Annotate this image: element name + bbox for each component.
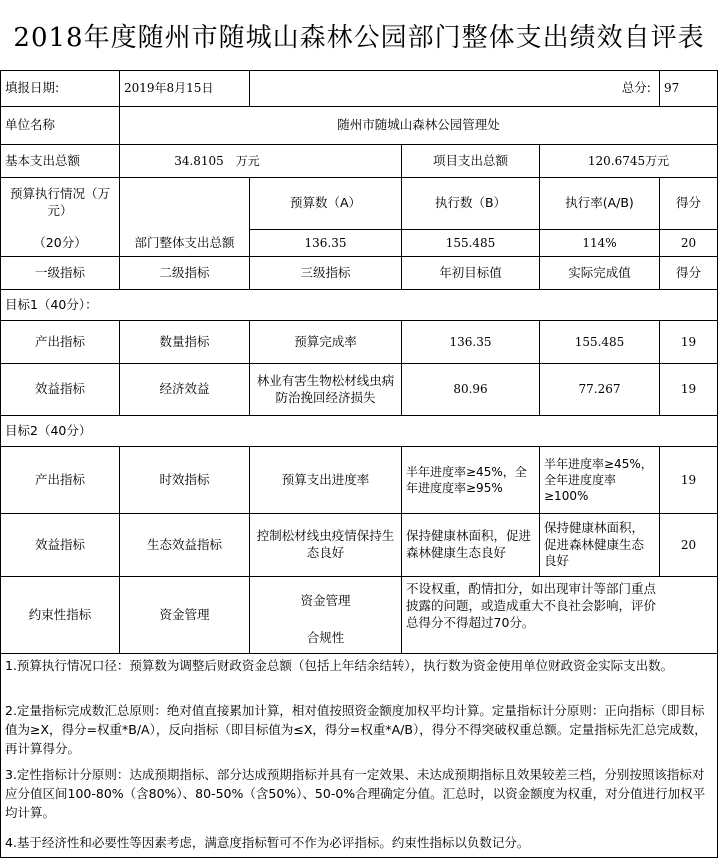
table-row-goal1-l1: 产出指标 bbox=[34, 333, 85, 349]
budget-execution-label: 预算执行情况（万元） bbox=[9, 186, 110, 218]
basic-expenditure-value: 34.8105 万元 bbox=[174, 153, 260, 168]
total-score-value: 97 bbox=[664, 81, 680, 96]
fill-date-label: 填报日期: bbox=[5, 80, 60, 96]
table-row-goal2-target: 半年进度率≥45%，全年进度度率≥95% bbox=[406, 464, 527, 495]
header-level3: 三级指标 bbox=[300, 264, 351, 280]
exec-amount-value: 155.485 bbox=[445, 235, 496, 250]
note-4: 4.基于经济性和必要性等因素考虑，满意度指标暂可不作为必评指标。约束性指标以负数记分。 bbox=[5, 835, 530, 850]
col-budget-score: 得分 bbox=[675, 195, 701, 211]
goal2-label: 目标2（40分） bbox=[5, 422, 92, 438]
table-row-goal1b-l2: 经济效益 bbox=[159, 381, 210, 397]
table-row-goal2-l1: 产出指标 bbox=[34, 471, 85, 487]
project-expenditure-value: 120.6745万元 bbox=[587, 153, 670, 168]
table-row-goal1b-actual: 77.267 bbox=[578, 382, 621, 397]
note-3: 3.定性指标计分原则：达成预期指标、部分达成预期指标并具有一定效果、未达成预期指标且效果较差三档，分别按照该指标对应分值区间100-80%（含80%）、80-50%（含50%）、50-0%合理确定分值。汇总时，以资金额度为权重，对分值进行加权平均计算。 bbox=[5, 767, 706, 820]
goal1-label: 目标1（40分）： bbox=[5, 296, 98, 312]
table-row-goal2b-l3: 控制松材线虫疫情保持生态良好 bbox=[256, 528, 395, 560]
basic-expenditure-label: 基本支出总额 bbox=[5, 152, 81, 168]
project-expenditure-label: 项目支出总额 bbox=[432, 152, 508, 168]
exec-rate-value: 114% bbox=[582, 235, 617, 250]
page-title: 2018年度随州市随城山森林公园部门整体支出绩效自评表 bbox=[13, 22, 705, 53]
table-row-goal1-l3: 预算完成率 bbox=[294, 333, 357, 349]
table-row-goal2b-score: 20 bbox=[680, 537, 697, 552]
constraint-l3-fund: 资金管理 bbox=[300, 592, 351, 608]
budget-amount-value: 136.35 bbox=[304, 235, 347, 250]
col-exec-amount: 执行数（B） bbox=[434, 195, 507, 211]
table-row-goal2b-l2: 生态效益指标 bbox=[146, 536, 222, 552]
table-row-goal2-score: 19 bbox=[680, 472, 697, 487]
col-budget-amount: 预算数（A） bbox=[289, 195, 362, 211]
total-score-label: 总分: bbox=[621, 80, 651, 96]
table-row-goal1b-l3: 林业有害生物松材线虫病防治挽回经济损失 bbox=[256, 372, 395, 405]
note-1: 1.预算执行情况口径：预算数为调整后财政资金总额（包括上年结余结转），执行数为资金使用单位财政资金实际支出数。 bbox=[5, 658, 674, 673]
fill-date-value: 2019年8月15日 bbox=[124, 81, 214, 96]
table-row-goal2b-target: 保持健康林面积，促进森林健康生态良好 bbox=[406, 528, 532, 560]
header-level1: 一级指标 bbox=[34, 264, 85, 280]
total-expenditure-label: 部门整体支出总额 bbox=[134, 234, 235, 250]
table-row-goal2-actual: 半年进度率≥45%，全年进度度率≥100% bbox=[544, 456, 653, 504]
table-row-goal2-l2: 时效指标 bbox=[159, 471, 210, 487]
table-row-goal2b-l1: 效益指标 bbox=[34, 536, 85, 552]
unit-name-label: 单位名称 bbox=[5, 117, 56, 133]
table-row-goal1-score: 19 bbox=[680, 334, 697, 349]
constraint-l3-compliance: 合规性 bbox=[306, 629, 345, 645]
table-row-goal1b-l1: 效益指标 bbox=[34, 381, 85, 397]
grid-line bbox=[1, 653, 718, 654]
col-exec-rate: 执行率(A/B) bbox=[565, 195, 634, 211]
table-row-goal1b-score: 19 bbox=[680, 382, 697, 397]
constraint-l2: 资金管理 bbox=[159, 606, 210, 622]
table-row-goal2b-actual: 保持健康林面积，促进森林健康生态良好 bbox=[544, 519, 645, 569]
header-score: 得分 bbox=[675, 264, 701, 280]
grid-line bbox=[249, 71, 250, 106]
unit-name-value: 随州市随城山森林公园管理处 bbox=[337, 117, 500, 133]
note-2: 2.定量指标完成数汇总原则：绝对值直接累加计算，相对值按照资金额度加权平均计算。定量指标计分原则：正向指标（即目标值为≥X，得分=权重*B/A），反向指标（即目标值为≤X，得分=权重*A/B），得分不得突破权重总额。定量指标先汇总完成数，再计算得分。 bbox=[5, 703, 707, 756]
constraint-desc: 不设权重，酌情扣分，如出现审计等部门重点披露的问题，或造成重大不良社会影响，评价总得分不得超过70分。 bbox=[406, 581, 657, 630]
header-actual: 实际完成值 bbox=[568, 264, 631, 280]
header-target: 年初目标值 bbox=[439, 264, 502, 280]
table-row-goal1-target: 136.35 bbox=[449, 334, 492, 349]
table-row-goal2-l3: 预算支出进度率 bbox=[281, 471, 370, 487]
table-row-goal1b-target: 80.96 bbox=[453, 382, 488, 397]
header-level2: 二级指标 bbox=[159, 264, 210, 280]
table-row-goal1-l2: 数量指标 bbox=[159, 333, 210, 349]
budget-score-note: （20分） bbox=[33, 234, 87, 250]
constraint-l1: 约束性指标 bbox=[28, 606, 92, 622]
table-row-goal1-actual: 155.485 bbox=[574, 334, 625, 349]
table-frame bbox=[0, 70, 718, 858]
budget-score-value: 20 bbox=[680, 235, 697, 250]
